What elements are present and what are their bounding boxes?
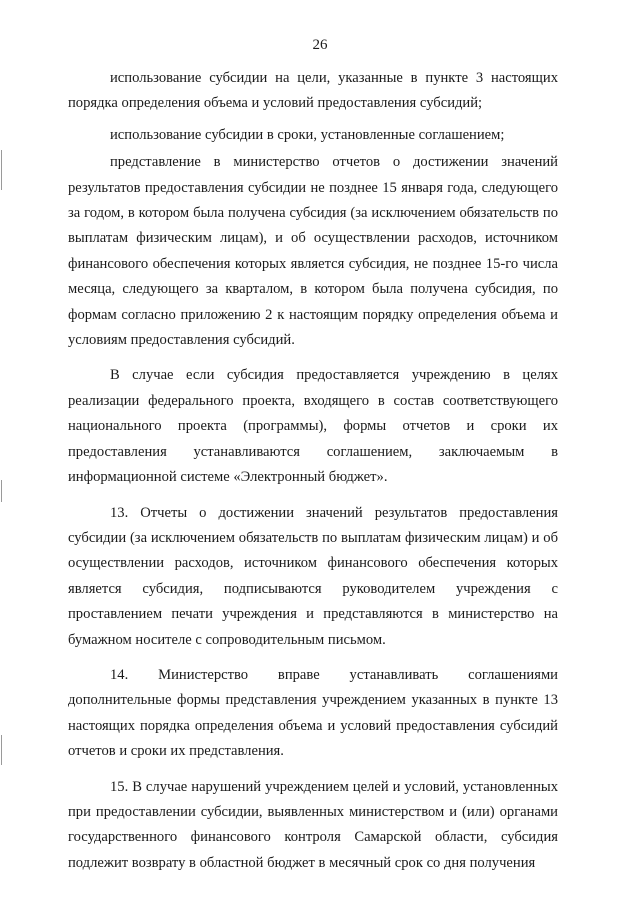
scan-edge-mark-top: [1, 150, 2, 190]
paragraph-item-14: 14. Министерство вправе устанавливать соглашениями дополнительные формы представления учреждением указанных в пункте 13 настоящих порядка определения объема и условий предоставления субсидий отчетов и сроки их представления.: [68, 666, 558, 760]
paragraph-item-13: 13. Отчеты о достижении значений результатов предоставления субсидии (за исключением обязательств по выплатам физическим лицам) и об осуществлении расходов, источником финансового обеспечения которых является субсидия, подписываются руководителем учреждения с проставлением печати учреждения и представляются в министерство на бумажном носителе с сопроводительным письмом.: [68, 504, 558, 648]
paragraph-use-for-purposes: использование субсидии на цели, указанные в пункте 3 настоящих порядка определения объема и условий предоставления субсидий;: [68, 70, 558, 112]
paragraph-item-15: 15. В случае нарушений учреждением целей и условий, установленных при предоставлении субсидии, выявленных министерством и (или) органами государственного финансового контроля Самарской области, субсидия подлежит возврату в областной бюджет в месячный срок со дня получения: [68, 778, 558, 871]
paragraph-use-in-time: использование субсидии в сроки, установленные соглашением;: [110, 126, 505, 143]
document-body: [68, 66, 558, 882]
page-number: 26: [312, 37, 328, 53]
scan-edge-mark-bottom: [1, 735, 2, 765]
paragraph-federal-project: В случае если субсидия предоставляется учреждению в целях реализации федерального проекта, входящего в состав соответствующего национального проекта (программы), формы отчетов и сроки их предоставления устанавливаются соглашением, заключаемым в информационной системе «Электронный бюджет».: [68, 367, 558, 486]
scan-edge-mark-middle: [1, 480, 2, 502]
paragraph-report-submission: представление в министерство отчетов о достижении значений результатов предоставления субсидии не позднее 15 января года, следующего за годом, в котором была получена субсидия (за исключением обязательств по выплатам физическим лицам), и об осуществлении расходов, источником финансового обеспечения которых является субсидия, не позднее 15-го числа месяца, следующего за кварталом, в котором была получена субсидия, по формам согласно приложению 2 к настоящим порядку определения объема и условиям предоставления субсидий.: [68, 154, 558, 349]
